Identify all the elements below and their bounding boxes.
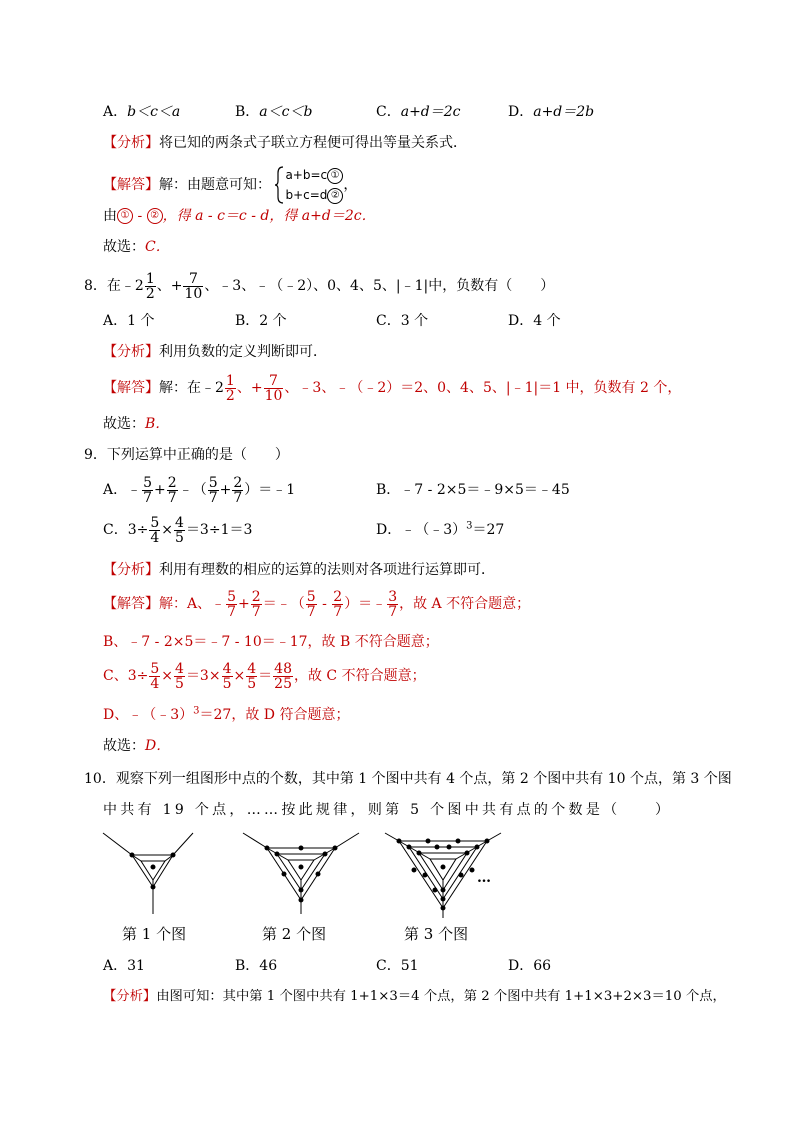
q7-option-a: A．b＜c＜a — [103, 104, 181, 120]
q8-answer: 【解答】解：在﹣2 $\frac{1}{2}$ 、+ $\frac{7}{10}$ 、﹣3、﹣（﹣2）＝2、0、4、5、|﹣1|＝1 中，负数有 2 个， — [103, 372, 682, 404]
figure-3-label: 第 3 个图 — [404, 925, 469, 943]
q9-choice: 故选：D． — [103, 738, 171, 754]
q8-choice: 故选：B． — [103, 416, 170, 432]
q9-option-a: A．﹣ $\frac{5}{7}$ + $\frac{2}{7}$ ﹣（ $\frac{5}{7}$ + $\frac{2}{7}$ ）＝﹣1 — [103, 474, 296, 506]
q7-answer: 【解答】解：由题意可知： a+b=c ① b+c=d ② ， — [103, 165, 357, 205]
q8-stem: 8．在﹣2 $\frac{1}{2}$ 、+ $\frac{7}{10}$ 、﹣3、﹣（﹣2）、0、4、5、|﹣1|中，负数有（ ） — [84, 270, 555, 302]
q9-option-b: B．﹣7 - 2×5＝﹣9×5＝﹣45 — [376, 482, 570, 498]
q8-analysis: 【分析】利用负数的定义判断即可． — [103, 344, 327, 360]
q9-answer-d: D、﹣（﹣3）$^3$＝27，故 D 符合题意； — [103, 705, 350, 723]
q10-option-d: D．66 — [508, 958, 552, 974]
q10-option-a: A．31 — [103, 958, 145, 974]
q9-option-c: C．3÷ $\frac{5}{4}$ × $\frac{4}{5}$ ＝3÷1＝3 — [103, 514, 253, 546]
q7-option-c: C．a+d＝2c — [376, 104, 461, 120]
q8-option-c: C．3 个 — [376, 313, 429, 329]
q10-figures — [95, 828, 515, 920]
q8-option-b: B．2 个 — [235, 313, 287, 329]
q7-step: 由 ① - ② ，得 a - c＝c - d，得 a+d＝2c． — [103, 208, 376, 224]
figure-1-label: 第 1 个图 — [122, 925, 187, 943]
q9-stem: 9．下列运算中正确的是（ ） — [84, 447, 289, 463]
brace-icon — [275, 165, 285, 205]
q10-option-c: C．51 — [376, 958, 419, 974]
q7-option-b: B．a＜c＜b — [235, 104, 313, 120]
q10-analysis: 【分析】由图可知：其中第 1 个图中共有 1+1×3＝4 个点，第 2 个图中共有 1+1×3+2×3＝10 个点， — [103, 989, 726, 1004]
q10-stem-line2: 中共有 19 个点，……按此规律，则第 5 个图中共有点的个数是（ ） — [103, 802, 673, 818]
q9-analysis: 【分析】利用有理数的相应的运算的法则对各项进行运算即可． — [103, 562, 495, 578]
q7-option-d: D．a+d＝2b — [508, 104, 595, 120]
figure-2 — [243, 833, 359, 914]
q8-option-d: D．4 个 — [508, 313, 561, 329]
q10-option-b: B．46 — [235, 958, 278, 974]
figure-1 — [103, 833, 193, 914]
q8-option-a: A．1 个 — [103, 313, 155, 329]
equation-system: a+b=c ① b+c=d ② — [275, 165, 343, 205]
q7-analysis: 【分析】将已知的两条式子联立方程便可得出等量关系式． — [103, 135, 467, 151]
q9-answer-b: B、﹣7 - 2×5＝﹣7 - 10＝﹣17，故 B 不符合题意； — [103, 634, 439, 650]
q9-option-d: D．﹣（﹣3）$^3$＝27 — [376, 520, 505, 538]
figure-2-label: 第 2 个图 — [262, 925, 327, 943]
q10-ellipsis: … — [477, 870, 491, 886]
q10-stem-line1: 10．观察下列一组图形中点的个数，其中第 1 个图中共有 4 个点，第 2 个图中共有 10 个点，第 3 个图 — [84, 771, 732, 787]
q7-choice: 故选：C． — [103, 239, 170, 255]
q9-answer-a: 【解答】解：A、﹣ $\frac{5}{7}$ + $\frac{2}{7}$ ＝﹣（ $\frac{5}{7}$ - $\frac{2}{7}$ ）＝﹣ $\frac{3}{7}$ ，故 A 不符合题意； — [103, 588, 531, 620]
q9-answer-c: C、3÷ $\frac{5}{4}$ × $\frac{4}{5}$ ＝3× $\frac{4}{5}$ × $\frac{4}{5}$ ＝ $\frac{48}{25}$ ，故 C 不符合题意； — [103, 660, 426, 692]
